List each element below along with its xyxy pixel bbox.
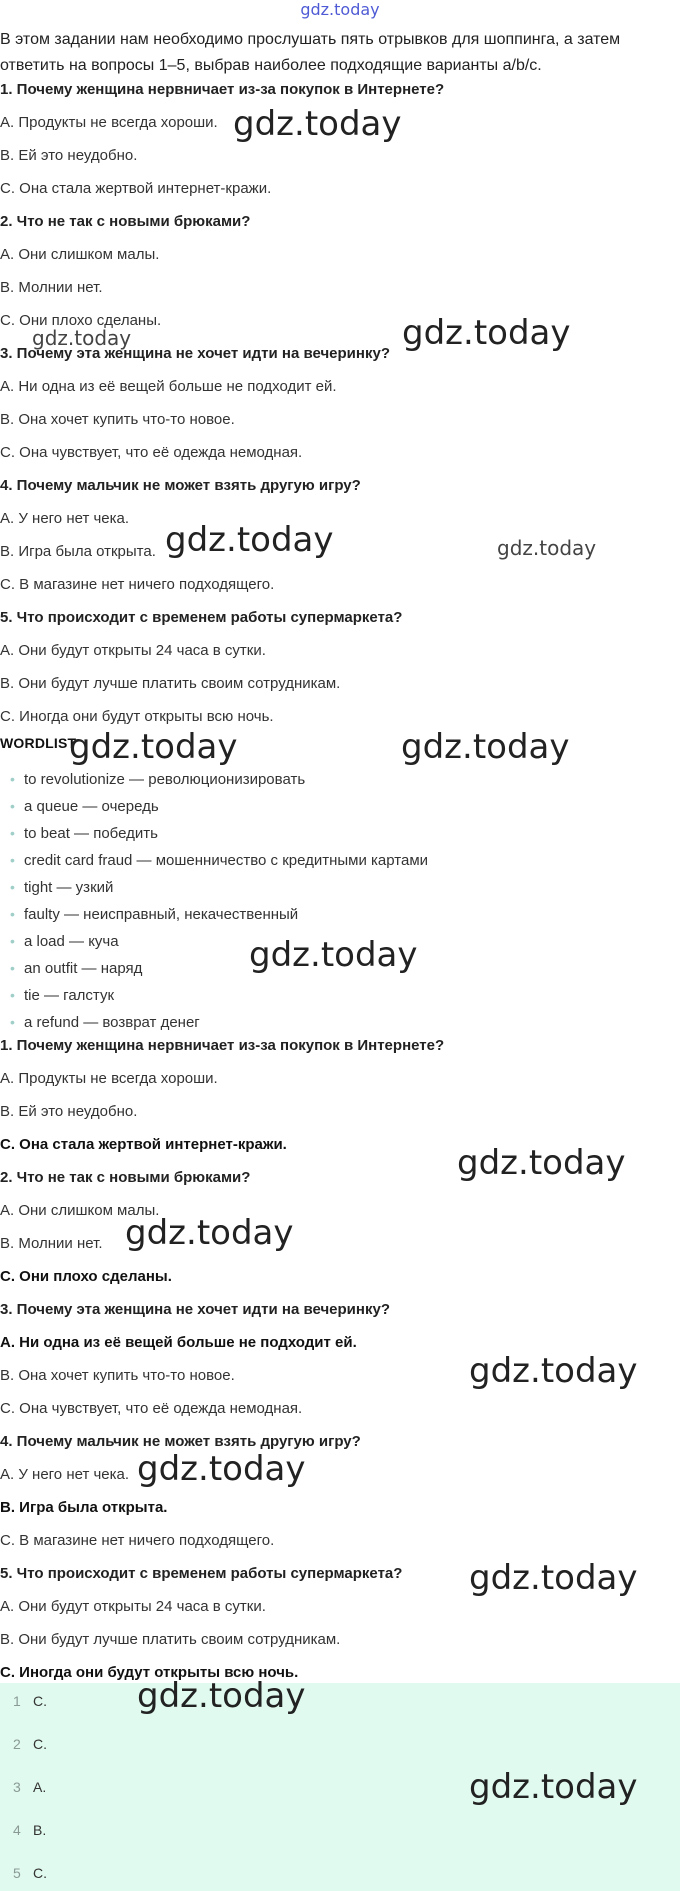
wordlist-item xyxy=(10,798,159,815)
question-1-title: 1. Почему женщина нервничает из-за покупок в Интернете? xyxy=(0,81,445,98)
solution-question-2-correct-option: C. Они плохо сделаны. xyxy=(0,1268,172,1285)
wordlist-item xyxy=(10,879,113,896)
answer-number: 4 xyxy=(13,1822,21,1838)
task-intro: В этом задании нам необходимо прослушать пять отрывков для шоппинга, а затем ответить на вопросы 1–5, выбрав наиболее подходящие варианты a/b/c. xyxy=(0,31,621,74)
wordlist-item xyxy=(10,960,142,977)
bullet-icon: • xyxy=(10,933,15,949)
solution-question-3-title: 3. Почему эта женщина не хочет идти на вечеринку? xyxy=(0,1301,390,1318)
watermark: gdz.today xyxy=(469,1351,638,1391)
watermark: gdz.today xyxy=(137,1676,306,1716)
answer-value: A. xyxy=(33,1779,47,1795)
bullet-icon: • xyxy=(10,906,15,922)
solution-question-1-correct-option: C. Она стала жертвой интернет-кражи. xyxy=(0,1136,287,1153)
bullet-icon: • xyxy=(10,825,15,841)
wordlist-item xyxy=(10,825,158,842)
solution-question-1-option-b: B. Ей это неудобно. xyxy=(0,1103,138,1120)
bullet-icon: • xyxy=(10,771,15,787)
question-2-title: 2. Что не так с новыми брюками? xyxy=(0,213,251,230)
solution-question-4-correct-option: B. Игра была открыта. xyxy=(0,1499,168,1516)
question-2-option-a: A. Они слишком малы. xyxy=(0,246,160,263)
solution-question-4-title: 4. Почему мальчик не может взять другую игру? xyxy=(0,1433,361,1450)
watermark: gdz.today xyxy=(401,727,570,767)
watermark: gdz.today xyxy=(469,1558,638,1598)
question-1-option-c: C. Она стала жертвой интернет-кражи. xyxy=(0,180,272,197)
wordlist-item-text: to revolutionize — революционизировать xyxy=(24,771,306,788)
bullet-icon: • xyxy=(10,798,15,814)
wordlist-item xyxy=(10,771,305,788)
question-1-option-a: A. Продукты не всегда хороши. xyxy=(0,114,218,131)
answer-value: C. xyxy=(33,1865,47,1881)
question-4-option-c: C. В магазине нет ничего подходящего. xyxy=(0,576,275,593)
question-5-title: 5. Что происходит с временем работы супермаркета? xyxy=(0,609,403,626)
wordlist-item-text: a refund — возврат денег xyxy=(24,1014,200,1031)
question-3-option-a: A. Ни одна из её вещей больше не подходит ей. xyxy=(0,378,337,395)
solution-question-4-option-c: C. В магазине нет ничего подходящего. xyxy=(0,1532,275,1549)
wordlist-item-text: credit card fraud — мошенничество с кредитными картами xyxy=(24,852,429,869)
bullet-icon: • xyxy=(10,960,15,976)
bullet-icon: • xyxy=(10,879,15,895)
solution-question-5-title: 5. Что происходит с временем работы супермаркета? xyxy=(0,1565,403,1582)
solution-question-2-option-a: A. Они слишком малы. xyxy=(0,1202,160,1219)
question-2-option-b: B. Молнии нет. xyxy=(0,279,103,296)
solution-question-5-option-b: B. Они будут лучше платить своим сотрудникам. xyxy=(0,1631,341,1648)
question-4-title: 4. Почему мальчик не может взять другую игру? xyxy=(0,477,361,494)
wordlist-item-text: tie — галстук xyxy=(24,987,115,1004)
wordlist-item-text: tight — узкий xyxy=(24,879,114,896)
bullet-icon: • xyxy=(10,987,15,1003)
wordlist-item xyxy=(10,933,119,950)
answer-value: C. xyxy=(33,1736,47,1752)
watermark: gdz.today xyxy=(249,935,418,975)
solution-question-1-title: 1. Почему женщина нервничает из-за покупок в Интернете? xyxy=(0,1037,445,1054)
question-5-option-b: B. Они будут лучше платить своим сотрудникам. xyxy=(0,675,341,692)
question-3-title: 3. Почему эта женщина не хочет идти на вечеринку? xyxy=(0,345,390,362)
solution-question-2-title: 2. Что не так с новыми брюками? xyxy=(0,1169,251,1186)
watermark: gdz.today xyxy=(69,727,238,767)
answer-value: C. xyxy=(33,1693,47,1709)
wordlist-item xyxy=(10,852,428,869)
solution-question-3-correct-option: A. Ни одна из её вещей больше не подходит ей. xyxy=(0,1334,357,1351)
question-3-option-b: B. Она хочет купить что-то новое. xyxy=(0,411,235,428)
question-5-option-c: C. Иногда они будут открыты всю ночь. xyxy=(0,708,274,725)
wordlist-item xyxy=(10,906,298,923)
solution-question-5-correct-option: C. Иногда они будут открыты всю ночь. xyxy=(0,1664,299,1681)
solution-question-4-option-a: A. У него нет чека. xyxy=(0,1466,130,1483)
wordlist-item-text: faulty — неисправный, некачественный xyxy=(24,906,299,923)
question-3-option-c: C. Она чувствует, что её одежда немодная. xyxy=(0,444,303,461)
watermark: gdz.today xyxy=(497,536,597,560)
watermark: gdz.today xyxy=(402,313,571,353)
solution-question-5-option-a: A. Они будут открыты 24 часа в сутки. xyxy=(0,1598,266,1615)
watermark: gdz.today xyxy=(125,1213,294,1253)
solution-question-2-option-b: B. Молнии нет. xyxy=(0,1235,103,1252)
wordlist-item-text: a load — куча xyxy=(24,933,119,950)
watermark: gdz.today xyxy=(32,326,132,350)
bullet-icon: • xyxy=(10,852,15,868)
solution-question-3-option-c: C. Она чувствует, что её одежда немодная. xyxy=(0,1400,303,1417)
wordlist-item-text: an outfit — наряд xyxy=(24,960,143,977)
solution-question-3-option-b: B. Она хочет купить что-то новое. xyxy=(0,1367,235,1384)
answer-number: 5 xyxy=(13,1865,21,1881)
site-link[interactable]: gdz.today xyxy=(300,0,380,19)
bullet-icon: • xyxy=(10,1014,15,1030)
question-4-option-a: A. У него нет чека. xyxy=(0,510,130,527)
question-5-option-a: A. Они будут открыты 24 часа в сутки. xyxy=(0,642,266,659)
wordlist-item xyxy=(10,987,114,1004)
solution-question-1-option-a: A. Продукты не всегда хороши. xyxy=(0,1070,218,1087)
answer-number: 1 xyxy=(13,1693,21,1709)
question-4-option-b: B. Игра была открыта. xyxy=(0,543,156,560)
watermark: gdz.today xyxy=(137,1449,306,1489)
wordlist-item-text: a queue — очередь xyxy=(24,798,159,815)
watermark: gdz.today xyxy=(457,1143,626,1183)
answer-number: 2 xyxy=(13,1736,21,1752)
question-2-option-c: C. Они плохо сделаны. xyxy=(0,312,162,329)
wordlist-item xyxy=(10,1014,200,1031)
watermark: gdz.today xyxy=(165,520,334,560)
answer-number: 3 xyxy=(13,1779,21,1795)
watermark: gdz.today xyxy=(233,104,402,144)
wordlist-title: WORDLIST xyxy=(0,735,77,751)
wordlist-item-text: to beat — победить xyxy=(24,825,158,842)
question-1-option-b: B. Ей это неудобно. xyxy=(0,147,138,164)
watermark: gdz.today xyxy=(469,1767,638,1807)
answer-value: B. xyxy=(33,1822,47,1838)
